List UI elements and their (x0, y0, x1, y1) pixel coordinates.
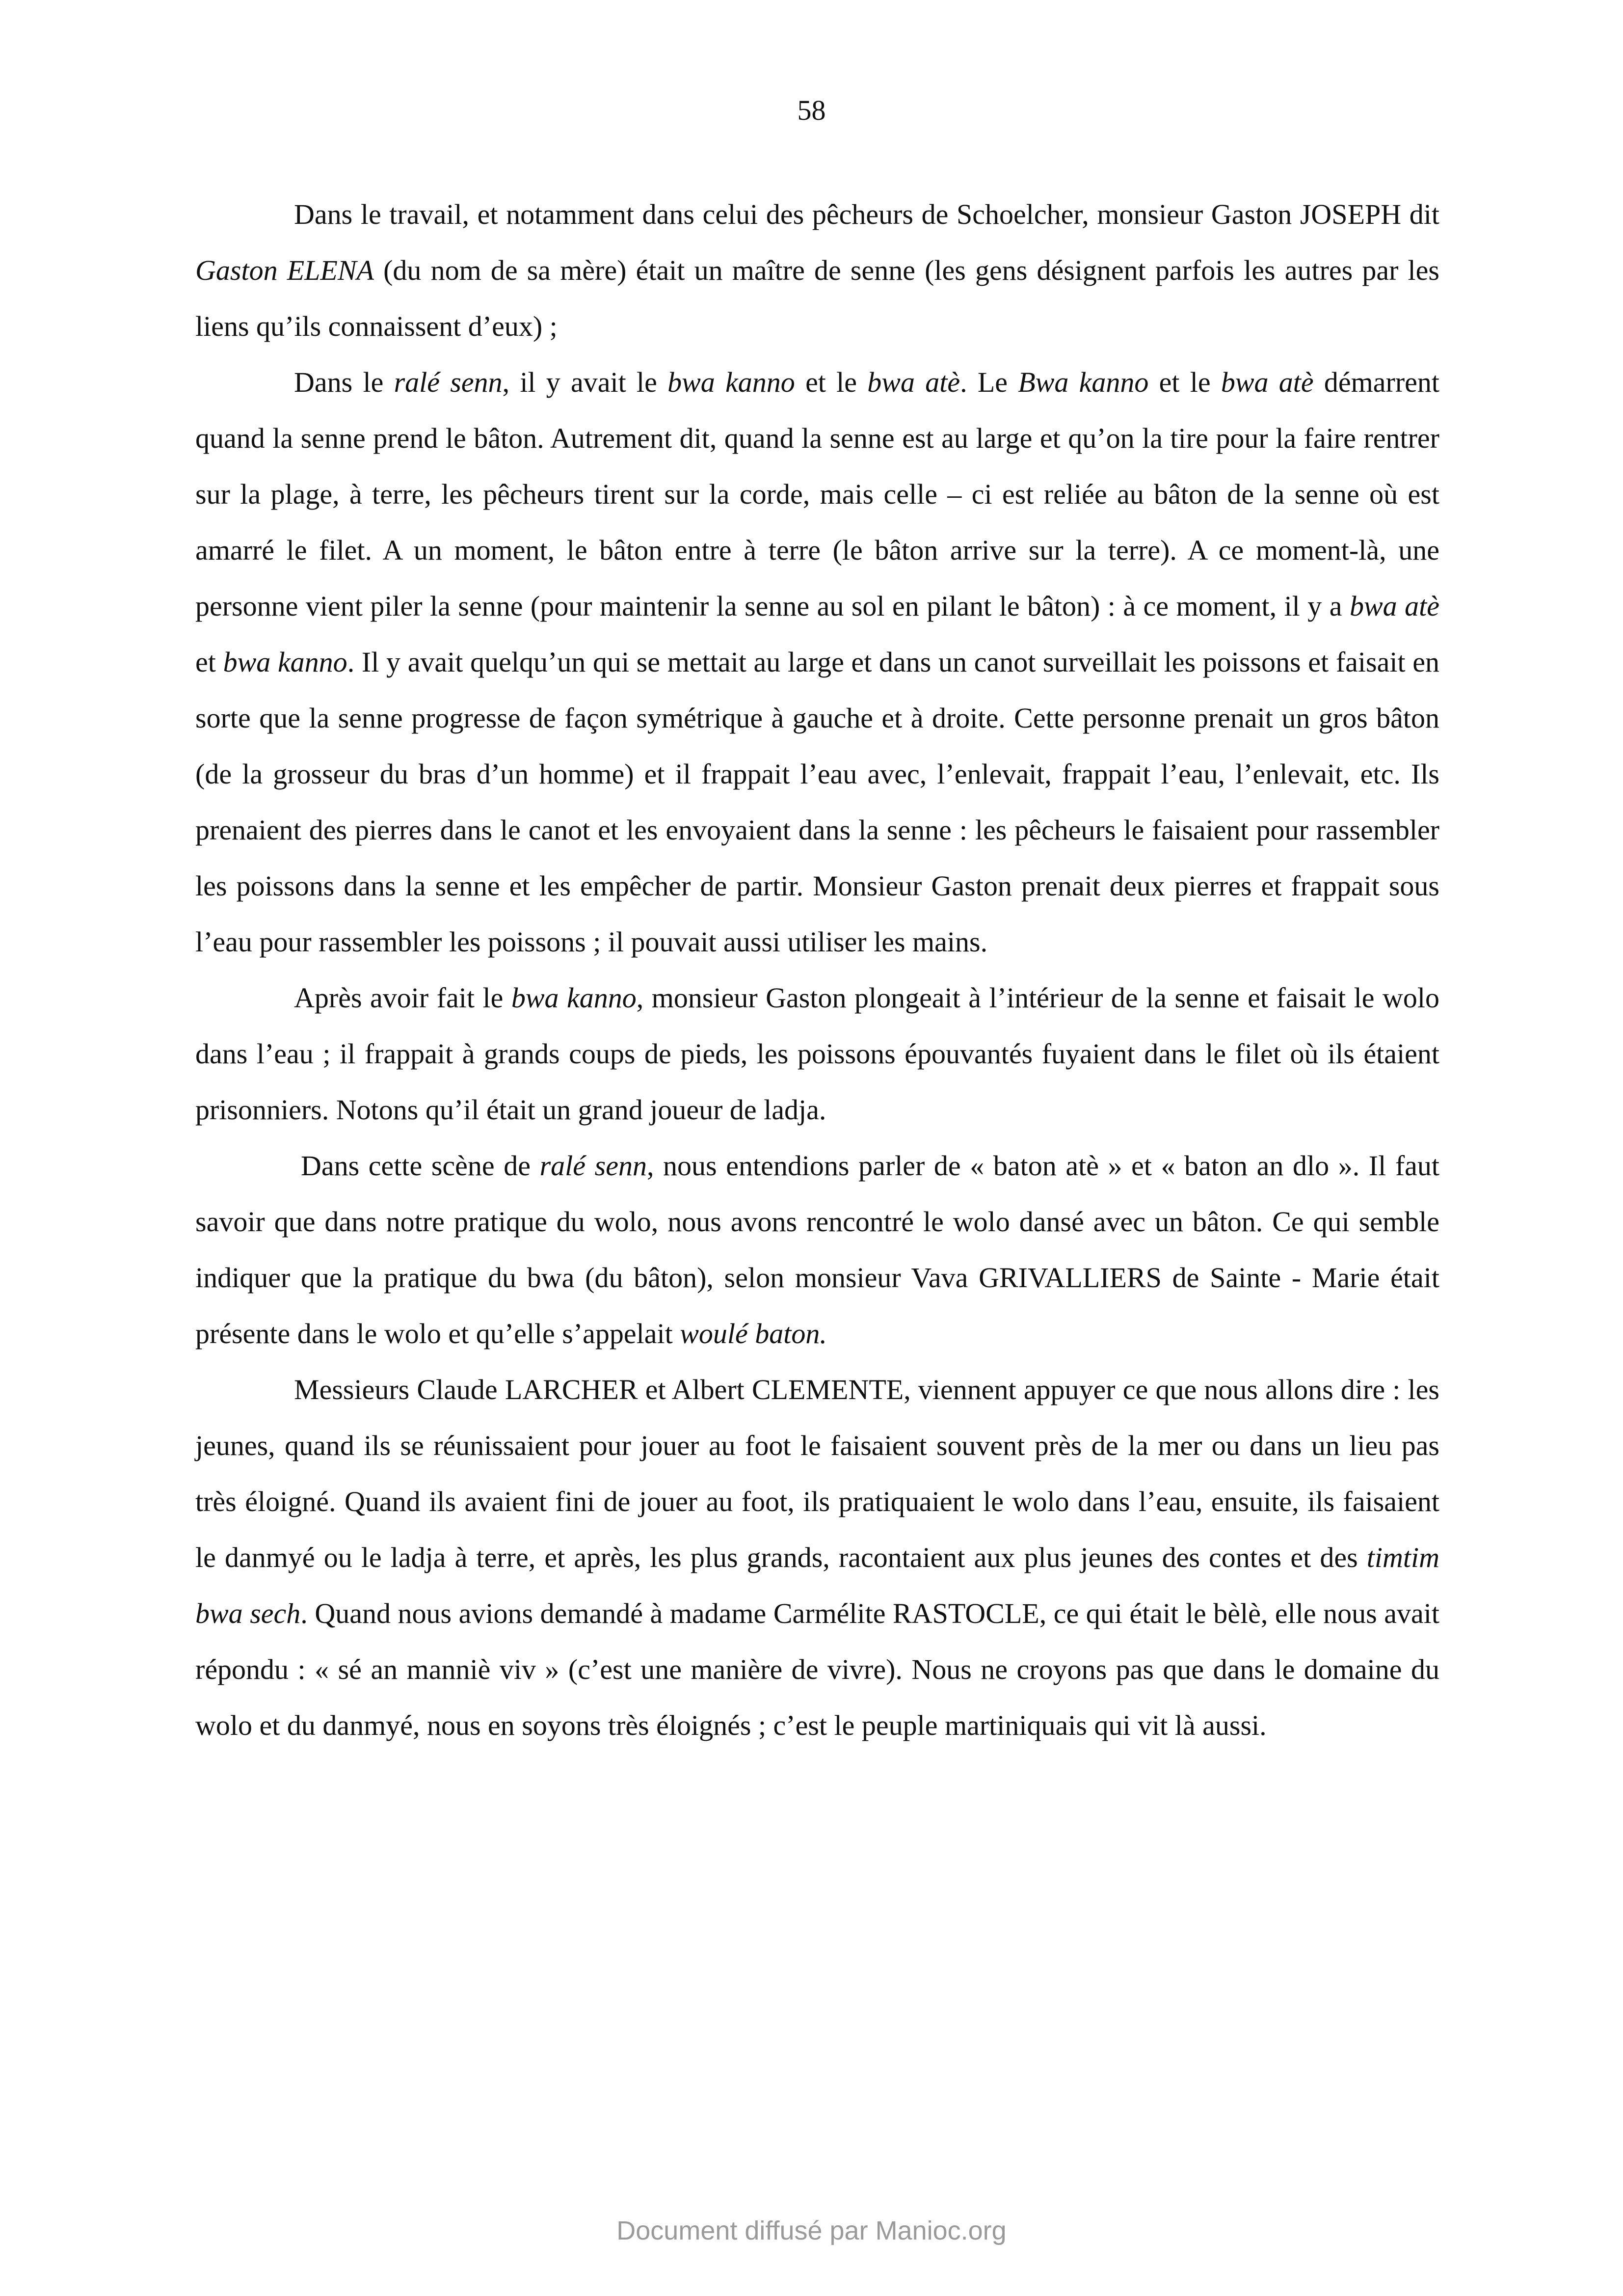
text-run: Après avoir fait le (294, 982, 511, 1014)
text-run: Dans le travail, et notamment dans celui des pêcheurs de Schoelcher, monsieur Gaston JOSEPH dit (294, 198, 1439, 230)
text-run: . Quand nous avions demandé à madame Carmélite RASTOCLE, ce qui était le bèlè, elle nous avait répondu : « sé an manniè viv » (c’est une manière de vivre). Nous ne croyons pas que dans le domaine du wolo et du danmyé, nous en soyons très éloignés ; c’est le peuple martiniquais qui vit là aussi. (195, 1597, 1439, 1741)
text-run: et (195, 646, 223, 678)
italic-term: bwa atè (1349, 590, 1439, 622)
text-run: . Le (960, 366, 1018, 398)
paragraph-baton-ate (195, 1138, 1439, 1362)
page-number: 58 (797, 94, 826, 126)
italic-term: timtim bwa sech (195, 1541, 1439, 1629)
text-run: Dans cette scène de (301, 1150, 540, 1182)
body-text (195, 187, 1439, 1754)
text-run: , monsieur Gaston plongeait à l’intérieur de la senne et faisait le wolo dans l’eau ; il frappait à grands coups de pieds, les poissons épouvantés fuyaient dans le filet où ils étaient prisonniers. Notons qu’il était un grand joueur de ladja. (195, 982, 1439, 1126)
italic-term: bwa kanno (511, 982, 637, 1014)
text-run: et le (795, 366, 868, 398)
italic-term: bwa atè (867, 366, 960, 398)
text-run: Dans le (294, 366, 394, 398)
italic-term: bwa atè (1221, 366, 1314, 398)
footer-attribution: Document diffusé par Manioc.org (616, 2216, 1007, 2245)
text-run: et le (1148, 366, 1221, 398)
text-run: démarrent quand la senne prend le bâton. Autrement dit, quand la senne est au large et qu’on la tire pour la faire rentrer sur la plage, à terre, les pêcheurs tirent sur la corde, mais celle – ci est reliée au bâton de la senne où est amarré le filet. A un moment, le bâton entre à terre (le bâton arrive sur la terre). A ce moment-là, une personne vient piler la senne (pour maintenir la senne au sol en pilant le bâton) : à ce moment, il y a (195, 366, 1440, 622)
text-run: (du nom de sa mère) était un maître de senne (les gens désignent parfois les autres par les liens qu’ils connaissent d’eux) ; (195, 254, 1439, 342)
italic-term: Bwa kanno (1018, 366, 1149, 398)
italic-term: bwa kanno (223, 646, 347, 678)
text-run: , il y avait le (502, 366, 668, 398)
paragraph-larcher-clemente (195, 1362, 1439, 1754)
italic-term: ralé senn (539, 1150, 647, 1182)
text-run: , nous entendions parler de « baton atè » et « baton an dlo ». Il faut savoir que dans notre pratique du wolo, nous avons rencontré le wolo dansé avec un bâton. Ce qui semble indiquer que la pratique du bwa (du bâton), selon monsieur Vava GRIVALLIERS de Sainte - Marie était présente dans le wolo et qu’elle s’appelait (195, 1150, 1439, 1350)
italic-term: woulé baton. (680, 1318, 827, 1350)
italic-term: Gaston ELENA (195, 254, 374, 286)
italic-term: bwa kanno (667, 366, 795, 398)
paragraph-gaston-joseph (195, 187, 1439, 354)
text-run: Messieurs Claude LARCHER et Albert CLEMENTE, viennent appuyer ce que nous allons dire : les jeunes, quand ils se réunissaient pour jouer au foot le faisaient souvent près de la mer ou dans un lieu pas très éloigné. Quand ils avaient fini de jouer au foot, ils pratiquaient le wolo dans l’eau, ensuite, ils faisaient le danmyé ou le ladja à terre, et après, les plus grands, racontaient aux plus jeunes des contes et des (195, 1374, 1439, 1573)
text-run: . Il y avait quelqu’un qui se mettait au large et dans un canot surveillait les poissons et faisait en sorte que la senne progresse de façon symétrique à gauche et à droite. Cette personne prenait un gros bâton (de la grosseur du bras d’un homme) et il frappait l’eau avec, l’enlevait, frappait l’eau, l’enlevait, etc. Ils prenaient des pierres dans le canot et les envoyaient dans la senne : les pêcheurs le faisaient pour rassembler les poissons dans la senne et les empêcher de partir. Monsieur Gaston prenait deux pierres et frappait sous l’eau pour rassembler les poissons ; il pouvait aussi utiliser les mains. (195, 646, 1440, 958)
paragraph-apres-bwa-kanno (195, 970, 1439, 1138)
paragraph-rale-senn (195, 354, 1439, 970)
italic-term: ralé senn (394, 366, 503, 398)
